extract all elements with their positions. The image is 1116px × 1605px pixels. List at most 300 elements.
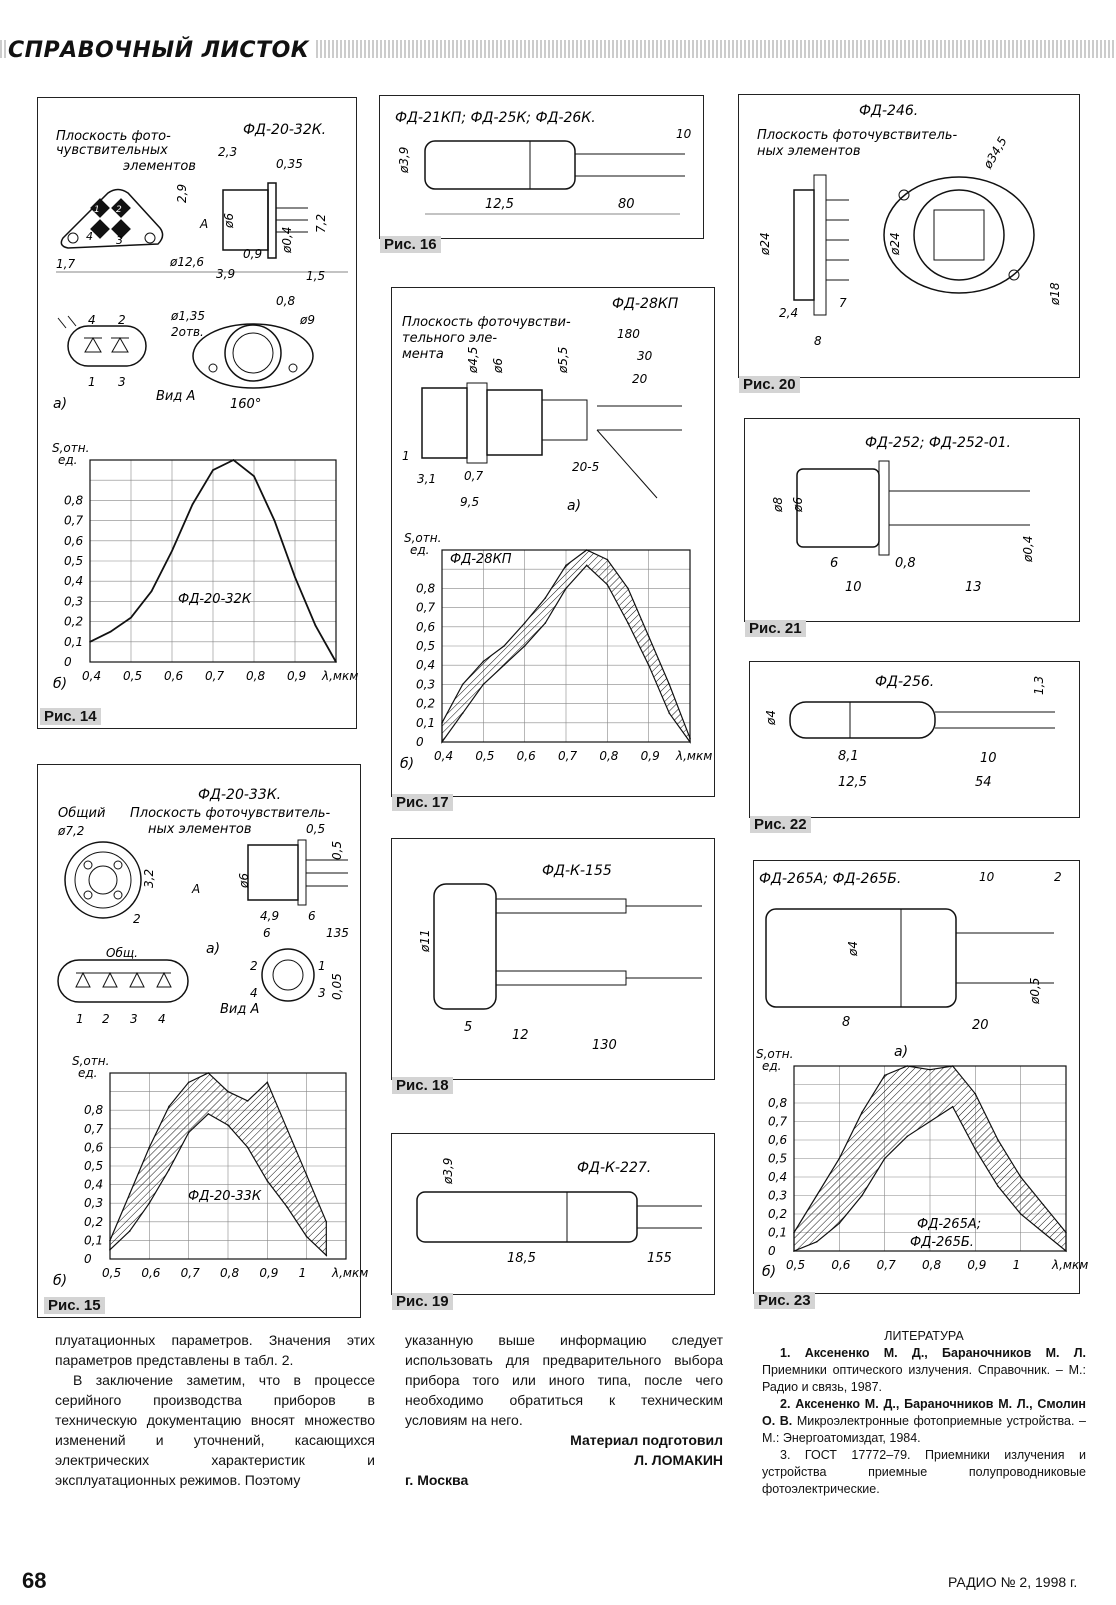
- data-point-lower: [503, 664, 505, 666]
- svg-text:ФД-265Б.: ФД-265Б.: [910, 1235, 974, 1250]
- figure-17-drawing: [392, 288, 714, 796]
- data-point-lower: [524, 645, 526, 647]
- figure-19-drawing: [392, 1134, 714, 1294]
- svg-text:ФД-265А;: ФД-265А;: [917, 1217, 982, 1232]
- y-tick-label: 0,5: [84, 1159, 104, 1173]
- y-tick-label: 0,5: [64, 554, 84, 568]
- svg-text:0,9: 0,9: [243, 247, 263, 261]
- svg-text:12,5: 12,5: [838, 775, 867, 790]
- svg-text:Вид А: Вид А: [220, 1002, 260, 1017]
- x-tick-label: 0,8: [220, 1266, 240, 1280]
- data-point-lower: [952, 1106, 954, 1108]
- data-point-upper: [816, 1195, 818, 1197]
- svg-text:ø24: ø24: [758, 232, 772, 255]
- data-point-lower: [286, 1206, 288, 1208]
- svg-text:10: 10: [979, 870, 995, 884]
- svg-text:ø0,5: ø0,5: [1028, 977, 1042, 1004]
- data-point: [151, 591, 153, 593]
- data-point-lower: [227, 1124, 229, 1126]
- data-point-lower: [1065, 1250, 1067, 1252]
- x-tick-label: 0,5: [102, 1266, 122, 1280]
- series-band: [110, 1073, 326, 1255]
- svg-text:ø1,35: ø1,35: [171, 309, 206, 323]
- data-point-lower: [586, 565, 588, 567]
- svg-text:6: 6: [263, 926, 271, 940]
- x-tick-label: 1: [298, 1266, 307, 1280]
- svg-text:3: 3: [318, 986, 326, 1000]
- figure-18-drawing: [392, 839, 714, 1079]
- figure-19-panel: [391, 1133, 715, 1295]
- svg-text:3: 3: [130, 1012, 138, 1026]
- data-point-lower: [669, 712, 671, 714]
- y-tick-label: 0,8: [84, 1103, 104, 1118]
- svg-text:0,8: 0,8: [895, 556, 916, 571]
- curve-label: ФД-20-32К: [178, 592, 252, 607]
- y-axis-label: ед.: [410, 543, 430, 557]
- x-tick-label: 0,4: [434, 749, 454, 763]
- y-tick-label: 0,2: [64, 614, 84, 629]
- svg-text:2отв.: 2отв.: [171, 325, 204, 339]
- data-point-upper: [208, 1072, 210, 1074]
- data-point-upper: [793, 1232, 795, 1234]
- figure-16-panel: [379, 95, 704, 239]
- figure-20-panel: [738, 94, 1080, 378]
- fig15-chart: [72, 1054, 368, 1280]
- svg-text:ø9: ø9: [300, 313, 315, 327]
- figure-21-panel: [744, 418, 1080, 622]
- y-tick-label: 0,8: [64, 493, 84, 508]
- svg-text:3,1: 3,1: [417, 472, 437, 486]
- y-tick-label: 0: [64, 655, 72, 669]
- figure-14-panel: [37, 97, 357, 729]
- data-point-upper: [503, 645, 505, 647]
- x-axis-label: λ,мкм: [1052, 1258, 1089, 1272]
- x-tick-label: 0,7: [558, 749, 578, 763]
- svg-text:135: 135: [326, 926, 349, 940]
- figure-17-panel: [391, 287, 715, 797]
- data-point-upper: [524, 622, 526, 624]
- svg-text:180: 180: [617, 327, 640, 341]
- svg-text:ø0,4: ø0,4: [1021, 535, 1035, 562]
- data-point-lower: [975, 1148, 977, 1150]
- journal-info: РАДИО № 2, 1998 г.: [948, 1574, 1078, 1590]
- y-tick-label: 0,1: [416, 715, 436, 730]
- figure-23-label: Рис. 23: [754, 1292, 815, 1309]
- svg-text:12: 12: [512, 1028, 529, 1043]
- svg-text:1: 1: [402, 449, 410, 463]
- y-tick-label: 0,3: [84, 1196, 104, 1211]
- svg-text:2: 2: [118, 313, 126, 327]
- svg-text:0,35: 0,35: [276, 157, 303, 171]
- svg-text:ø18: ø18: [1048, 282, 1062, 305]
- data-point-lower: [483, 684, 485, 686]
- svg-text:4: 4: [158, 1012, 166, 1026]
- data-point-upper: [607, 559, 609, 561]
- figure-20-label: Рис. 20: [739, 376, 800, 393]
- svg-text:8,1: 8,1: [838, 749, 859, 764]
- data-point-upper: [227, 1091, 229, 1093]
- y-tick-label: 0,3: [768, 1188, 788, 1203]
- svg-text:ФД-К-227.: ФД-К-227.: [577, 1160, 652, 1176]
- svg-text:1,3: 1,3: [1032, 675, 1046, 695]
- svg-text:5: 5: [464, 1020, 473, 1035]
- data-point-upper: [929, 1069, 931, 1071]
- y-tick-label: 0,2: [84, 1214, 104, 1229]
- data-point-lower: [565, 588, 567, 590]
- data-point-upper: [907, 1065, 909, 1067]
- figure-23-drawing: [754, 861, 1089, 1293]
- y-axis-label: ед.: [78, 1066, 98, 1080]
- x-axis-label: λ,мкм: [676, 749, 713, 763]
- figure-15-drawing: [38, 765, 369, 1317]
- svg-text:2: 2: [1054, 870, 1062, 884]
- figure-14-drawing: [38, 98, 359, 728]
- svg-text:8: 8: [814, 334, 822, 348]
- y-tick-label: 0,3: [64, 594, 84, 609]
- svg-text:3,9: 3,9: [216, 267, 236, 281]
- y-tick-label: 0,8: [416, 581, 436, 596]
- data-point-lower: [793, 1250, 795, 1252]
- y-axis-label: S,отн.: [404, 531, 442, 545]
- y-axis-label: S,отн.: [52, 441, 90, 455]
- svg-text:Общий: Общий: [58, 806, 106, 821]
- data-point-upper: [1065, 1232, 1067, 1234]
- svg-text:130: 130: [592, 1038, 617, 1053]
- data-point: [253, 475, 255, 477]
- data-point-lower: [689, 741, 691, 743]
- svg-text:3: 3: [116, 234, 123, 247]
- svg-text:20: 20: [632, 372, 648, 386]
- data-point-lower: [839, 1222, 841, 1224]
- data-point-upper: [997, 1139, 999, 1141]
- data-point-upper: [286, 1128, 288, 1130]
- y-tick-label: 0,4: [84, 1177, 104, 1192]
- reference-3: 3. ГОСТ 17772–79. Приемники излучения и устройства приемные полупроводниковые фотоэлектрические.: [762, 1448, 1086, 1496]
- svg-text:ных элементов: ных элементов: [757, 144, 861, 159]
- svg-text:10: 10: [980, 751, 997, 766]
- data-point: [315, 625, 317, 627]
- data-point-upper: [306, 1175, 308, 1177]
- svg-text:80: 80: [618, 197, 635, 212]
- y-tick-label: 0,4: [768, 1170, 788, 1184]
- data-point-lower: [607, 584, 609, 586]
- x-tick-label: 0,4: [82, 669, 102, 683]
- y-axis-label: S,отн.: [72, 1054, 110, 1068]
- svg-text:3: 3: [118, 375, 126, 389]
- data-point-upper: [109, 1240, 111, 1242]
- data-point-upper: [689, 737, 691, 739]
- svg-text:ø34,5: ø34,5: [980, 134, 1010, 171]
- data-point-lower: [168, 1169, 170, 1171]
- svg-text:1,5: 1,5: [306, 269, 326, 283]
- data-point-upper: [247, 1100, 249, 1102]
- y-tick-label: 0,7: [416, 600, 436, 615]
- data-point-lower: [109, 1249, 111, 1251]
- svg-text:б): б): [762, 1264, 777, 1280]
- data-point-upper: [669, 684, 671, 686]
- figure-16-drawing: [380, 96, 703, 238]
- data-point-upper: [188, 1082, 190, 1084]
- svg-text:2,4: 2,4: [779, 306, 799, 320]
- figure-16-label: Рис. 16: [380, 236, 441, 253]
- svg-text:ø6: ø6: [237, 873, 251, 888]
- svg-text:4,9: 4,9: [260, 909, 280, 923]
- data-point-lower: [267, 1180, 269, 1182]
- data-point-upper: [884, 1074, 886, 1076]
- x-axis-label: λ,мкм: [332, 1266, 369, 1280]
- data-point-lower: [129, 1230, 131, 1232]
- x-tick-label: 0,7: [205, 669, 225, 683]
- svg-text:18,5: 18,5: [507, 1251, 536, 1266]
- data-point-lower: [1043, 1232, 1045, 1234]
- y-tick-label: 0,6: [84, 1140, 104, 1155]
- svg-text:2: 2: [250, 959, 258, 973]
- svg-text:А: А: [200, 217, 209, 231]
- fig14-note-2: чувствительных: [56, 143, 168, 158]
- svg-text:20: 20: [972, 1018, 989, 1033]
- data-point-lower: [861, 1195, 863, 1197]
- data-point-upper: [545, 597, 547, 599]
- svg-text:ø4: ø4: [764, 710, 778, 725]
- col1-paragraph-2: В заключение заметим, что в процессе серийного производства приборов в техническую документацию вносят множество изменений и уточнений, касающихся электрических характеристик и эксплуатационных режимов. Поэтому: [55, 1372, 375, 1488]
- col2-paragraph-1: указанную выше информацию следует использовать для предварительного выбора прибора того или иного типа, после чего необходимо обратиться к техническим условиям на него.: [405, 1332, 723, 1428]
- y-tick-label: 0,3: [416, 677, 436, 692]
- fig14-part-b: б): [53, 676, 68, 692]
- x-tick-label: 0,9: [967, 1258, 987, 1272]
- svg-text:4: 4: [88, 313, 96, 327]
- data-point-upper: [1020, 1176, 1022, 1178]
- x-tick-label: 0,7: [180, 1266, 200, 1280]
- svg-text:10: 10: [676, 127, 692, 141]
- svg-text:2: 2: [116, 205, 122, 215]
- svg-text:0,05: 0,05: [330, 973, 344, 1000]
- data-point-lower: [326, 1254, 328, 1256]
- svg-text:1: 1: [76, 1012, 84, 1026]
- x-tick-label: 0,8: [922, 1258, 942, 1272]
- svg-text:4: 4: [250, 986, 258, 1000]
- x-axis-label: λ,мкм: [322, 669, 359, 683]
- data-point-upper: [149, 1147, 151, 1149]
- svg-text:1: 1: [88, 375, 96, 389]
- x-tick-label: 0,9: [259, 1266, 279, 1280]
- svg-text:30: 30: [637, 349, 653, 363]
- data-point-upper: [129, 1193, 131, 1195]
- svg-text:Плоскость фоточувстви-: Плоскость фоточувстви-: [402, 315, 571, 330]
- references-heading: ЛИТЕРАТУРА: [884, 1329, 964, 1343]
- x-tick-label: 0,6: [831, 1258, 851, 1272]
- figure-22-label: Рис. 22: [750, 816, 811, 833]
- col1-paragraph-1: плуатационных параметров. Значения этих параметров представлены в табл. 2.: [55, 1332, 375, 1368]
- data-point-lower: [247, 1147, 249, 1149]
- y-axis-label: ед.: [762, 1059, 782, 1073]
- y-tick-label: 0: [768, 1244, 776, 1258]
- data-point: [212, 469, 214, 471]
- fig14-note-1: Плоскость фото-: [56, 129, 171, 144]
- data-point-upper: [441, 722, 443, 724]
- data-point-upper: [483, 661, 485, 663]
- x-tick-label: 0,8: [599, 749, 619, 763]
- data-point-upper: [267, 1082, 269, 1084]
- data-point-upper: [168, 1106, 170, 1108]
- data-point-lower: [441, 741, 443, 743]
- text-column-1: [55, 1330, 375, 1490]
- data-point: [110, 631, 112, 633]
- svg-text:а): а): [206, 941, 221, 957]
- x-tick-label: 0,7: [876, 1258, 896, 1272]
- data-point: [294, 576, 296, 578]
- svg-text:160°: 160°: [230, 397, 262, 412]
- figure-17-label: Рис. 17: [392, 794, 453, 811]
- svg-text:20-5: 20-5: [572, 460, 600, 474]
- svg-text:1,7: 1,7: [56, 257, 76, 271]
- svg-text:ø11: ø11: [418, 929, 432, 952]
- y-axis-label: S,отн.: [756, 1047, 794, 1061]
- svg-text:0,8: 0,8: [276, 294, 296, 308]
- svg-text:7: 7: [839, 296, 847, 310]
- data-point: [335, 661, 337, 663]
- y-tick-label: 0,4: [416, 658, 436, 673]
- svg-text:ФД-256.: ФД-256.: [875, 674, 935, 690]
- svg-text:0,7: 0,7: [464, 469, 484, 483]
- y-tick-label: 0,4: [64, 574, 84, 589]
- data-point-upper: [861, 1111, 863, 1113]
- svg-text:ø6: ø6: [791, 497, 805, 512]
- section-title: СПРАВОЧНЫЙ ЛИСТОК: [8, 38, 315, 63]
- y-tick-label: 0: [84, 1252, 92, 1266]
- x-tick-label: 0,5: [475, 749, 495, 763]
- svg-text:1: 1: [318, 959, 326, 973]
- references: [762, 1328, 1086, 1498]
- data-point-upper: [952, 1065, 954, 1067]
- svg-text:ФД-21КП; ФД-25К; ФД-26К.: ФД-21КП; ФД-25К; ФД-26К.: [395, 110, 596, 126]
- col2-city: г. Москва: [405, 1472, 469, 1488]
- fig14-part-a: а): [53, 396, 68, 412]
- svg-text:ø6: ø6: [491, 358, 505, 373]
- svg-text:ø7,2: ø7,2: [58, 824, 85, 838]
- y-tick-label: 0,7: [768, 1114, 788, 1129]
- svg-text:а): а): [567, 498, 582, 514]
- svg-text:2,9: 2,9: [175, 183, 189, 203]
- figure-23-panel: [753, 860, 1089, 1294]
- text-column-2: [405, 1330, 723, 1490]
- figure-15-panel: [37, 764, 369, 1318]
- svg-text:Общ.: Общ.: [106, 946, 138, 960]
- svg-text:ø8: ø8: [771, 497, 785, 512]
- svg-text:ø4,5: ø4,5: [466, 346, 480, 373]
- data-point-upper: [586, 549, 588, 551]
- svg-text:3,2: 3,2: [142, 868, 156, 888]
- x-tick-label: 0,5: [123, 669, 143, 683]
- data-point-lower: [149, 1202, 151, 1204]
- data-point-lower: [627, 622, 629, 624]
- col2-author: Л. ЛОМАКИН: [634, 1452, 723, 1468]
- svg-text:ФД-20-33К.: ФД-20-33К.: [198, 787, 282, 803]
- x-tick-label: 0,6: [516, 749, 536, 763]
- figure-18-panel: [391, 838, 715, 1080]
- svg-text:2,3: 2,3: [218, 145, 238, 159]
- svg-text:6: 6: [308, 909, 316, 923]
- y-tick-label: 0,6: [416, 619, 436, 634]
- reference-1: 1. Аксененко М. Д., Бараночников М. Л. Приемники оптического излучения. Справочник. – М.: Радио и связь, 1987.: [762, 1346, 1086, 1394]
- y-tick-label: 0,1: [84, 1233, 104, 1248]
- y-tick-label: 0,7: [84, 1121, 104, 1136]
- svg-text:7,2: 7,2: [314, 213, 328, 233]
- data-point-lower: [1020, 1213, 1022, 1215]
- data-point: [233, 459, 235, 461]
- data-point-upper: [648, 636, 650, 638]
- figure-21-drawing: [745, 419, 1079, 621]
- data-point-lower: [462, 712, 464, 714]
- y-tick-label: 0,5: [416, 639, 436, 653]
- svg-text:9,5: 9,5: [460, 495, 480, 509]
- svg-text:ФД-28КП: ФД-28КП: [612, 296, 679, 312]
- svg-text:0,5: 0,5: [330, 840, 344, 860]
- svg-text:ø0,4: ø0,4: [280, 226, 294, 253]
- x-tick-label: 0,5: [786, 1258, 806, 1272]
- data-point: [274, 520, 276, 522]
- svg-text:мента: мента: [402, 347, 444, 362]
- fig14-title: ФД-20-32К.: [243, 122, 327, 138]
- y-axis-label: ед.: [58, 453, 78, 467]
- svg-text:2: 2: [102, 1012, 110, 1026]
- svg-text:ФД-К-155: ФД-К-155: [542, 863, 612, 879]
- y-tick-label: 0,6: [768, 1133, 788, 1147]
- figure-22-drawing: [750, 662, 1079, 817]
- svg-text:155: 155: [647, 1251, 672, 1266]
- y-tick-label: 0,2: [416, 696, 436, 711]
- col2-credit: Материал подготовил: [570, 1432, 723, 1448]
- reference-2: 2. Аксененко М. Д., Бараночников М. Л., Смолин О. В. Микроэлектронные фотоприемные устройства. – М.: Энергоатомиздат, 1984.: [762, 1397, 1086, 1445]
- svg-text:8: 8: [842, 1015, 851, 1030]
- svg-text:тельного эле-: тельного эле-: [402, 331, 498, 346]
- data-point-upper: [326, 1221, 328, 1223]
- svg-text:ФД-252; ФД-252-01.: ФД-252; ФД-252-01.: [865, 435, 1012, 451]
- data-point-lower: [545, 622, 547, 624]
- curve-label: ФД-28КП: [450, 552, 512, 567]
- svg-text:0,5: 0,5: [306, 822, 326, 836]
- data-point: [130, 617, 132, 619]
- y-tick-label: 0,7: [64, 513, 84, 528]
- svg-text:54: 54: [975, 775, 992, 790]
- svg-text:ФД-246.: ФД-246.: [859, 103, 919, 119]
- svg-text:4: 4: [86, 230, 93, 243]
- svg-text:ø24: ø24: [888, 232, 902, 255]
- data-point-lower: [306, 1236, 308, 1238]
- svg-text:6: 6: [830, 556, 839, 571]
- y-tick-label: 0,6: [64, 533, 84, 548]
- data-point: [89, 641, 91, 643]
- figure-14-label: Рис. 14: [40, 708, 101, 725]
- fig14-view: Вид А: [156, 389, 196, 404]
- svg-text:а): а): [894, 1044, 909, 1060]
- svg-text:2: 2: [133, 912, 141, 926]
- x-tick-label: 0,6: [141, 1266, 161, 1280]
- svg-text:ø3,9: ø3,9: [397, 146, 411, 173]
- svg-text:А: А: [192, 882, 201, 896]
- figure-22-panel: [749, 661, 1080, 818]
- data-point: [171, 550, 173, 552]
- x-tick-label: 0,9: [287, 669, 307, 683]
- data-point-lower: [208, 1113, 210, 1115]
- x-tick-label: 0,6: [164, 669, 184, 683]
- x-tick-label: 1: [1012, 1258, 1021, 1272]
- svg-text:ø6: ø6: [222, 213, 236, 228]
- svg-text:ных элементов: ных элементов: [148, 822, 252, 837]
- data-point: [192, 504, 194, 506]
- x-tick-label: 0,9: [640, 749, 660, 763]
- svg-text:Плоскость фоточувствитель-: Плоскость фоточувствитель-: [757, 128, 958, 143]
- data-point-upper: [462, 684, 464, 686]
